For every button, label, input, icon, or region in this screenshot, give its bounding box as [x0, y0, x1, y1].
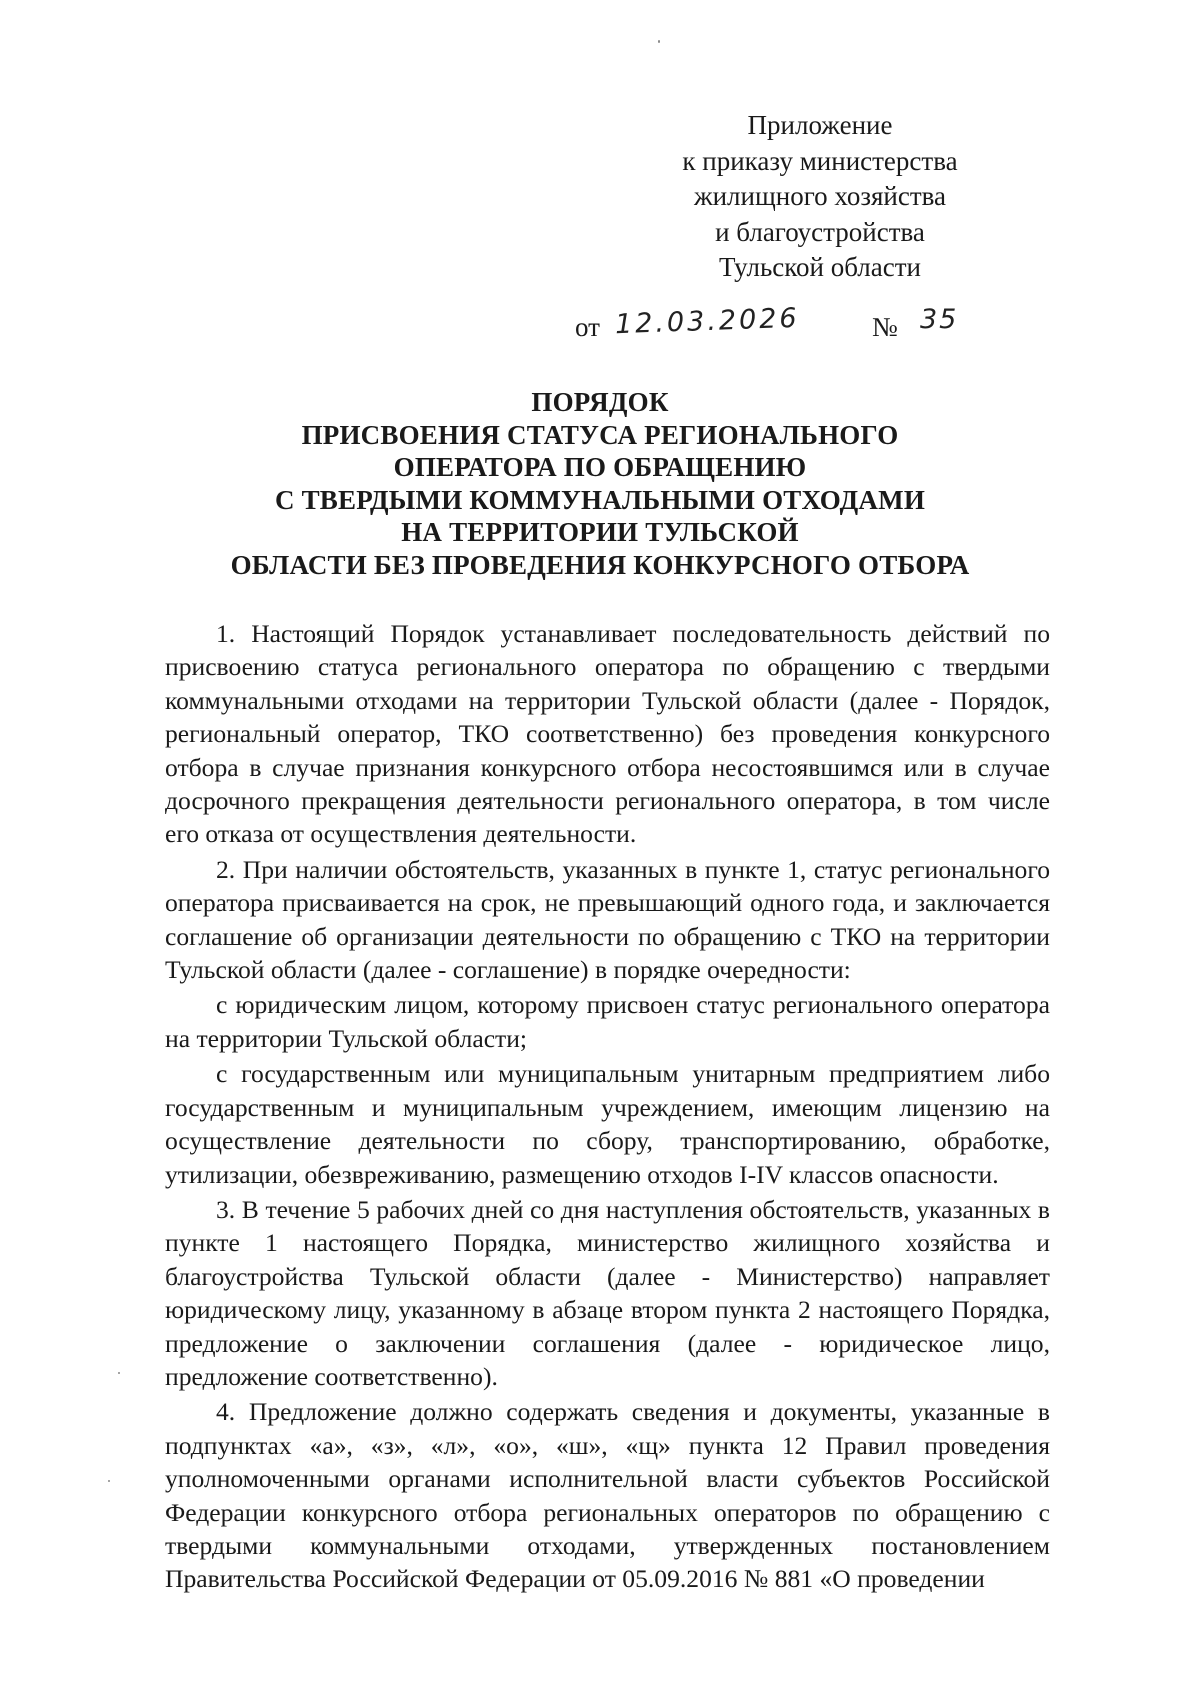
title-line: НА ТЕРРИТОРИИ ТУЛЬСКОЙ: [401, 517, 799, 548]
appendix-line: и благоустройства: [715, 216, 925, 247]
order-date-number: [575, 302, 995, 350]
order-date-prefix: от: [575, 312, 600, 342]
appendix-line: жилищного хозяйства: [693, 181, 947, 211]
order-date-handwritten: 12.03.2026: [614, 302, 801, 341]
order-number-handwritten: 35: [920, 304, 959, 335]
title-line: ОПЕРАТОРА ПО ОБРАЩЕНИЮ: [393, 452, 807, 483]
title-line: С ТВЕРДЫМИ КОММУНАЛЬНЫМИ ОТХОДАМИ: [274, 484, 926, 515]
scan-speck: [108, 1480, 110, 1482]
title-line: ПОРЯДОК: [531, 387, 669, 417]
paragraph: с государственным или муниципальным унитарным предприятием либо государственным и муниципальным учреждением, имеющим лицензию на осуществление деятельности по сбору, транспортированию, обработке, утилизации, обезвреживанию, размещению отходов I-IV классов опасности.: [165, 1059, 1050, 1189]
appendix-block: [640, 108, 1000, 286]
appendix-line: к приказу министерства: [682, 145, 958, 176]
appendix-line: Тульской области: [719, 252, 921, 282]
appendix-line: Приложение: [747, 110, 893, 140]
title-line: ОБЛАСТИ БЕЗ ПРОВЕДЕНИЯ КОНКУРСНОГО ОТБОРА: [230, 549, 970, 580]
document-body: [165, 617, 1050, 1598]
paragraph: 4. Предложение должно содержать сведения и документы, указанные в подпунктах «а», «з», «л», «о», «ш», «щ» пункта 12 Правил проведения уполномоченными органами исполнительной власти субъектов Российской Федерации конкурсного отбора региональных операторов по обращению с твердыми коммунальными отходами, утвержденных постановлением Правительства Российской Федерации от 05.09.2016 № 881 «О проведении: [165, 1397, 1050, 1594]
paragraph: 2. При наличии обстоятельств, указанных в пункте 1, статус регионального оператора присваивается на срок, не превышающий одного года, и заключается соглашение об организации деятельности по обращению с ТКО на территории Тульской области (далее - соглашение) в порядке очередности:: [165, 854, 1050, 985]
scan-speck: [118, 1372, 120, 1374]
paragraph: 1. Настоящий Порядок устанавливает последовательность действий по присвоению статуса регионального оператора по обращению с твердыми коммунальными отходами на территории Тульской области (далее - Порядок, региональный оператор, ТКО соответственно) без проведения конкурсного отбора в случае признания конкурсного отбора несостоявшимся или в случае досрочного прекращения деятельности регионального оператора, в том числе его отказа от осуществления деятельности.: [165, 619, 1050, 849]
document-title: [150, 386, 1050, 582]
order-number-label: №: [872, 312, 898, 342]
paragraph: 3. В течение 5 рабочих дней со дня наступления обстоятельств, указанных в пункте 1 настоящего Порядка, министерство жилищного хозяйства и благоустройства Тульской области (далее - Министерство) направляет юридическому лицу, указанному в абзаце втором пункта 2 настоящего Порядка, предложение о заключении соглашения (далее - юридическое лицо, предложение соответственно).: [165, 1194, 1050, 1391]
paragraph: с юридическим лицом, которому присвоен статус регионального оператора на территории Тульской области;: [165, 990, 1050, 1053]
scan-speck: [658, 40, 660, 43]
title-line: ПРИСВОЕНИЯ СТАТУСА РЕГИОНАЛЬНОГО: [301, 419, 899, 450]
